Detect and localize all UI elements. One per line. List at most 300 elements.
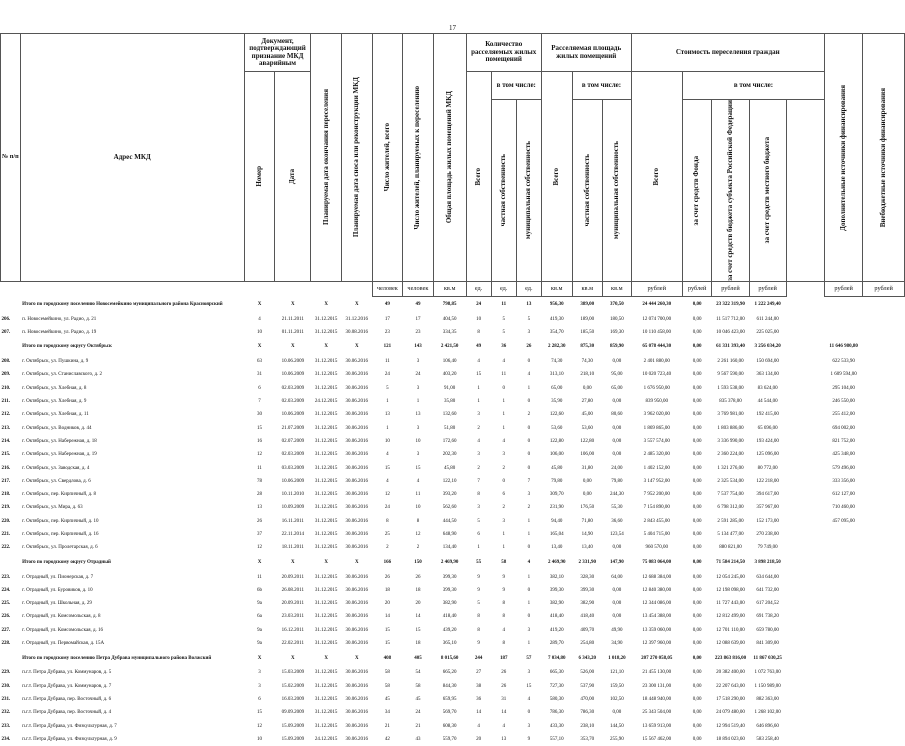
- row-cell-17: 44 544,00: [757, 399, 778, 405]
- row-cell-12: 6 343,20: [578, 655, 597, 661]
- row-number: 213.: [1, 425, 11, 431]
- row-cell-16: 223 863 816,00: [714, 655, 747, 661]
- row-cell-19: [825, 541, 863, 554]
- row-address: г. Октябрьск, ул. Водников, д. 44: [22, 425, 92, 431]
- row-cell-3: 24.12.2015: [314, 736, 338, 742]
- row-cell-11: 65,00: [551, 385, 563, 391]
- row-cell-19: [825, 693, 863, 706]
- row-cell-11: 79,80: [551, 478, 563, 484]
- row-cell-13: 0,00: [612, 359, 622, 365]
- row-cell-13: 0,00: [612, 601, 622, 607]
- row-cell-7: 393,20: [442, 492, 457, 498]
- row-cell-11: 35,90: [551, 399, 563, 405]
- row-address: г. Октябрьск, ул. Набережная, д. 19: [22, 452, 97, 458]
- row-cell-19: [825, 554, 863, 570]
- row-cell-5: 17: [384, 316, 390, 322]
- row-cell-13: 80,60: [611, 412, 623, 418]
- row-cell-2: 01.11.2011: [281, 329, 304, 335]
- row-cell-1: 12: [257, 452, 263, 458]
- row-cell-16: 3 769 981,00: [717, 412, 744, 418]
- row-cell-2: 20.09.2011: [281, 574, 304, 580]
- subtotal-row: [1, 339, 905, 355]
- row-cell-17: 79 749,00: [757, 545, 778, 551]
- row-cell-1: 30: [257, 412, 263, 418]
- row-cell-15: 0,00: [692, 601, 702, 607]
- table-row: [1, 584, 905, 597]
- row-cell-5: 58: [384, 683, 390, 689]
- header-planned-demolition-date: Планируемая дата сноса или реконструкции МКД: [352, 77, 361, 238]
- unit-extrabudget: рублей: [863, 281, 905, 296]
- row-cell-3: 31.12.2015: [314, 614, 338, 620]
- row-cell-15: 0,00: [692, 683, 702, 689]
- row-cell-2: 15.09.2009: [281, 723, 305, 729]
- row-cell-10: 3: [527, 329, 531, 335]
- row-cell-18: [786, 528, 824, 541]
- row-cell-10: 2: [527, 505, 531, 511]
- row-cell-17: 659 780,00: [756, 627, 779, 633]
- row-cell-16: 12 994 519,40: [716, 723, 745, 729]
- header-doc-number: Номер: [254, 166, 263, 187]
- row-cell-14: 2 401 880,00: [643, 359, 670, 365]
- row-cell-15: 0,00: [692, 492, 702, 498]
- row-cell-19: 821 752,00: [832, 438, 855, 444]
- row-cell-13: 65,00: [611, 385, 623, 391]
- row-cell-3: 31.12.2015: [314, 412, 338, 418]
- row-cell-1: 63: [257, 359, 263, 365]
- row-cell-8: 5: [477, 518, 480, 524]
- unit-cost-regional: рублей: [712, 281, 749, 296]
- row-number: 218.: [1, 492, 11, 498]
- row-cell-3: 31.12.2015: [314, 425, 338, 431]
- row-cell-10: 13: [526, 302, 532, 308]
- row-cell-15: 0,00: [692, 736, 702, 742]
- row-cell-1: X: [257, 559, 262, 565]
- row-cell-18: [786, 435, 824, 448]
- row-cell-15: 0,00: [692, 587, 702, 593]
- row-cell-14: 12 074 700,00: [642, 316, 672, 322]
- row-cell-18: [786, 488, 824, 501]
- row-cell-13: 144,50: [609, 723, 624, 729]
- table-row: [1, 475, 905, 488]
- row-cell-14: 1 402 152,00: [643, 465, 670, 471]
- unit-cost-total: рублей: [631, 281, 682, 296]
- row-cell-7: 132,60: [442, 412, 457, 418]
- row-cell-19: [825, 570, 863, 583]
- table-row: [1, 719, 905, 732]
- table-row: [1, 355, 905, 368]
- row-cell-14: 10 110 458,00: [642, 329, 671, 335]
- row-cell-1: 11: [257, 574, 262, 580]
- unit-cost-local: рублей: [749, 281, 786, 296]
- row-cell-11: 231,90: [549, 505, 564, 511]
- row-cell-18: [786, 475, 824, 488]
- row-cell-14: 3 557 574,00: [643, 438, 670, 444]
- row-cell-16: 23 322 319,90: [716, 302, 745, 308]
- row-cell-8: 1: [477, 399, 480, 405]
- row-cell-2: 15.03.2009: [281, 670, 305, 676]
- row-cell-18: [786, 395, 824, 408]
- row-cell-8: 4: [477, 723, 480, 729]
- row-cell-4: 30.06.2016: [345, 492, 369, 498]
- row-cell-11: 313,10: [549, 372, 564, 378]
- row-cell-17: 125 096,00: [756, 452, 779, 458]
- row-cell-9: 26: [501, 683, 507, 689]
- header-area-private: частная собственность: [582, 154, 591, 227]
- row-cell-2: 22.02.2011: [281, 641, 304, 647]
- unit-rooms-municipal: ед.: [516, 281, 541, 296]
- row-cell-17: 646 896,60: [756, 723, 779, 729]
- row-cell-19: 710 460,00: [832, 505, 855, 511]
- row-cell-16: 71 584 214,50: [716, 559, 745, 565]
- row-number: 227.: [1, 627, 11, 633]
- row-cell-11: 354,70: [549, 329, 564, 335]
- header-resettled-area: Расселяемая площадь жилых помещений: [541, 34, 631, 72]
- row-cell-7: 399,30: [442, 587, 457, 593]
- row-cell-10: 3: [527, 492, 531, 498]
- row-cell-9: 4: [502, 627, 505, 633]
- row-cell-9: 0: [502, 385, 505, 391]
- header-planned-end-date: Планируемая дата окончания переселения: [321, 89, 330, 226]
- row-cell-19: 622 533,90: [832, 359, 855, 365]
- row-cell-4: 30.06.2016: [345, 723, 369, 729]
- row-cell-16: 20 382 400,00: [716, 670, 745, 676]
- row-cell-9: 5: [502, 329, 505, 335]
- row-cell-4: 30.06.2016: [345, 359, 369, 365]
- row-cell-6: 12: [415, 531, 421, 537]
- row-cell-6: 54: [415, 670, 421, 676]
- row-cell-9: 8: [502, 614, 505, 620]
- row-cell-9: 1: [502, 531, 505, 537]
- row-cell-17: 634 644,00: [756, 574, 779, 580]
- row-cell-1: 26: [257, 518, 263, 524]
- row-cell-4: X: [354, 655, 359, 661]
- row-cell-1: 6: [258, 385, 261, 391]
- row-cell-20: [863, 554, 905, 570]
- row-number: [1, 554, 21, 570]
- row-cell-10: 0: [527, 614, 531, 620]
- row-cell-5: 13: [384, 412, 390, 418]
- row-cell-18: [786, 610, 824, 623]
- unit-residents-planned: человек: [403, 281, 434, 296]
- row-cell-12: 238,10: [580, 723, 595, 729]
- row-cell-17: 11 867 030,25: [753, 655, 782, 661]
- row-cell-9: 4: [502, 438, 505, 444]
- row-cell-12: 470,00: [580, 696, 595, 702]
- row-cell-8: 5: [477, 601, 480, 607]
- row-cell-20: [863, 624, 905, 637]
- row-cell-2: 26.08.2011: [281, 587, 304, 593]
- row-cell-18: [786, 461, 824, 474]
- row-cell-15: 0,00: [692, 478, 702, 484]
- row-cell-6: 11: [415, 492, 421, 498]
- row-cell-17: 1 150 989,00: [754, 683, 781, 689]
- row-cell-10: 0: [527, 452, 531, 458]
- header-row-number: № п/п: [1, 34, 21, 282]
- row-cell-5: 10: [384, 438, 390, 444]
- row-address: п.г.т. Петра Дубрава, пер. Восточный, д. 4: [22, 710, 112, 716]
- row-cell-19: 579 496,00: [832, 465, 855, 471]
- row-cell-16: 2 325 534,00: [717, 478, 744, 484]
- header-additional-sources: Дополнительные источники финансирования: [838, 84, 847, 231]
- row-cell-2: 10.06.2009: [281, 412, 305, 418]
- row-cell-12: 0,00: [582, 385, 592, 391]
- row-cell-19: [825, 650, 863, 666]
- row-address: г. Отрадный, ул. Буровиков, д. 10: [22, 587, 93, 593]
- table-row: [1, 501, 905, 514]
- row-cell-19: [825, 680, 863, 693]
- row-cell-12: 418,40: [580, 614, 595, 620]
- row-cell-1: 78: [257, 478, 263, 484]
- row-address: г. Отрадный, ул. Комсомольская, д. 8: [22, 614, 101, 620]
- row-cell-20: [863, 339, 905, 355]
- row-cell-8: 38: [476, 683, 482, 689]
- row-cell-8: 36: [476, 696, 482, 702]
- subtotal-row: [1, 554, 905, 570]
- row-cell-8: 7: [477, 478, 480, 484]
- row-cell-4: 30.06.2016: [345, 696, 369, 702]
- row-cell-3: 31.12.2015: [314, 683, 338, 689]
- header-residents-total: Число жителей, всего: [382, 123, 391, 192]
- row-cell-15: 0,00: [692, 518, 702, 524]
- row-cell-18: [786, 408, 824, 421]
- row-address: г. Отрадный, ул. Комсомольская, д. 16: [22, 627, 104, 633]
- row-cell-19: [825, 719, 863, 732]
- resettlement-table: [0, 33, 905, 746]
- row-cell-8: 8: [477, 627, 480, 633]
- row-cell-2: 21.11.2011: [281, 316, 304, 322]
- row-cell-14: 75 083 064,00: [642, 559, 672, 565]
- row-cell-15: 0,00: [692, 627, 702, 633]
- row-cell-5: 49: [384, 302, 390, 308]
- row-cell-20: [863, 610, 905, 623]
- row-cell-8: 27: [476, 670, 482, 676]
- row-address: п.г.т. Петра Дубрава, ул. Физкультурная, д. 7: [22, 723, 117, 729]
- row-cell-2: 20.09.2011: [281, 601, 304, 607]
- row-cell-16: 1 593 538,00: [717, 385, 744, 391]
- row-address: г. Октябрьск, ул. Хлебная, д. 9: [22, 399, 87, 405]
- row-cell-4: 30.06.2016: [345, 372, 369, 378]
- row-number: 231.: [1, 696, 11, 702]
- row-cell-7: 134,40: [442, 545, 457, 551]
- row-cell-10: 3: [527, 670, 531, 676]
- row-cell-1: X: [257, 655, 262, 661]
- row-address: г. Октябрьск, пер. Кирпичный, д. 8: [22, 492, 97, 498]
- row-cell-14: 7 154 890,00: [643, 505, 670, 511]
- table-row: [1, 421, 905, 434]
- row-cell-16: 5 134 477,00: [717, 531, 744, 537]
- row-cell-3: 31.12.2015: [314, 492, 338, 498]
- row-cell-12: 122,80: [580, 438, 595, 444]
- row-cell-12: 74,30: [581, 359, 593, 365]
- row-cell-14: 3 147 952,00: [643, 478, 670, 484]
- row-cell-18: [786, 501, 824, 514]
- row-cell-2: 03.03.2009: [281, 465, 305, 471]
- row-address: г. Октябрьск, пер. Кирпичный, д. 10: [22, 518, 99, 524]
- row-cell-12: 218,10: [580, 372, 595, 378]
- row-cell-15: 0,00: [692, 399, 702, 405]
- row-cell-7: 172,60: [442, 438, 457, 444]
- row-cell-12: 27,80: [581, 399, 593, 405]
- row-cell-13: 159,50: [609, 683, 624, 689]
- row-cell-17: 270 238,00: [756, 531, 779, 537]
- row-cell-10: 0: [527, 399, 531, 405]
- row-number: 232.: [1, 710, 11, 716]
- row-cell-20: [863, 637, 905, 650]
- row-cell-11: 74,30: [551, 359, 563, 365]
- table-row: [1, 461, 905, 474]
- row-cell-13: 123,54: [609, 531, 624, 537]
- row-cell-2: 10.06.2009: [281, 372, 305, 378]
- row-cell-15: 0,00: [692, 641, 702, 647]
- row-cell-7: 122,10: [442, 478, 457, 484]
- row-cell-15: 0,00: [692, 574, 702, 580]
- row-cell-9: 1: [502, 412, 505, 418]
- row-cell-15: 0,00: [692, 670, 702, 676]
- row-cell-14: 12 397 960,00: [642, 641, 672, 647]
- row-cell-16: 12 812 499,00: [716, 614, 745, 620]
- row-cell-10: 4: [527, 696, 531, 702]
- row-cell-14: 1 869 865,00: [643, 425, 670, 431]
- row-number: 207.: [1, 329, 11, 335]
- row-cell-16: 2 591 285,00: [717, 518, 744, 524]
- row-cell-6: 21: [415, 723, 421, 729]
- row-cell-8: 9: [477, 641, 480, 647]
- header-doc-date: Дата: [288, 168, 297, 185]
- row-cell-8: 6: [477, 531, 480, 537]
- row-cell-4: 30.06.2016: [345, 736, 369, 742]
- row-cell-7: 648,90: [442, 531, 457, 537]
- row-cell-16: 7 537 754,00: [717, 492, 744, 498]
- row-cell-2: 16.11.2011: [281, 518, 304, 524]
- row-cell-6: 45: [415, 696, 421, 702]
- row-cell-9: 1: [502, 399, 505, 405]
- row-cell-1: 10: [257, 736, 263, 742]
- row-cell-6: 150: [414, 559, 422, 565]
- row-cell-5: 1: [386, 399, 389, 405]
- row-cell-9: 1: [502, 545, 505, 551]
- row-cell-1: 9a: [257, 601, 262, 607]
- row-cell-10: 57: [526, 655, 532, 661]
- row-cell-5: 20: [384, 601, 390, 607]
- row-cell-9: 14: [501, 710, 507, 716]
- row-cell-13: 0,00: [612, 438, 622, 444]
- row-cell-9: 9: [502, 574, 505, 580]
- table-row: [1, 541, 905, 554]
- header-area-total: Всего: [552, 167, 561, 186]
- row-address: г. Отрадный, ул. Школьная, д. 29: [22, 601, 92, 607]
- row-cell-19: [825, 312, 863, 325]
- row-cell-17: 150 694,00: [756, 359, 779, 365]
- row-cell-16: 12 088 639,00: [716, 641, 745, 647]
- row-cell-12: 189,00: [580, 316, 595, 322]
- row-cell-12: 31,80: [581, 465, 593, 471]
- row-cell-1: 16: [257, 438, 263, 444]
- row-cell-10: 2: [527, 412, 531, 418]
- unit-additional: рублей: [825, 281, 863, 296]
- row-cell-17: 83 624,00: [757, 385, 778, 391]
- row-cell-5: 121: [383, 344, 392, 350]
- row-cell-14: 1 676 950,00: [643, 385, 670, 391]
- unit-area-total: кв.м: [541, 281, 572, 296]
- row-cell-2: X: [291, 301, 295, 307]
- row-cell-19: [825, 624, 863, 637]
- row-cell-5: 4: [386, 452, 389, 458]
- row-cell-16: 12 054 245,00: [716, 574, 745, 580]
- row-cell-18: [786, 355, 824, 368]
- row-cell-4: 30.06.2016: [345, 452, 369, 458]
- row-cell-13: 147,90: [609, 559, 624, 565]
- row-cell-8: 4: [477, 438, 480, 444]
- row-cell-2: 10.06.2009: [281, 478, 305, 484]
- table-row: [1, 733, 905, 746]
- row-cell-18: [786, 554, 824, 570]
- row-cell-5: 12: [384, 492, 390, 498]
- row-cell-2: 18.11.2011: [281, 545, 304, 551]
- row-cell-10: 5: [527, 316, 531, 322]
- row-cell-12: 328,30: [580, 574, 595, 580]
- row-cell-11: 106,00: [549, 452, 564, 458]
- row-cell-18: [786, 637, 824, 650]
- row-cell-16: 12 701 110,00: [716, 627, 745, 633]
- row-cell-19: 612 127,00: [832, 492, 855, 498]
- row-cell-14: 65 078 444,30: [642, 344, 672, 350]
- row-cell-13: 859,90: [609, 344, 624, 350]
- row-cell-13: 0,00: [612, 614, 622, 620]
- row-cell-2: 16.12.2011: [281, 627, 304, 633]
- row-cell-11: 45,80: [551, 465, 563, 471]
- row-cell-18: [786, 624, 824, 637]
- row-cell-20: [863, 408, 905, 421]
- row-cell-6: 14: [415, 614, 421, 620]
- row-cell-7: 2 469,90: [440, 559, 459, 565]
- row-cell-20: [863, 421, 905, 434]
- table-row: [1, 435, 905, 448]
- row-cell-19: [825, 584, 863, 597]
- row-cell-1: 11: [257, 465, 262, 471]
- row-cell-13: 64,00: [611, 574, 623, 580]
- row-cell-3: 31.12.2015: [314, 359, 338, 365]
- row-cell-18: [786, 570, 824, 583]
- row-cell-4: 30.06.2016: [345, 641, 369, 647]
- row-cell-1: 6b: [257, 587, 263, 593]
- row-cell-6: 15: [415, 627, 421, 633]
- row-cell-18: [786, 448, 824, 461]
- row-cell-11: 956,30: [549, 302, 564, 308]
- row-cell-4: 30.06.2016: [345, 425, 369, 431]
- row-cell-3: X: [324, 559, 328, 565]
- header-cost-local: за счет средств местного бюджета: [762, 137, 771, 244]
- row-cell-6: 143: [414, 344, 422, 350]
- row-cell-20: [863, 650, 905, 666]
- row-cell-20: [863, 570, 905, 583]
- row-cell-9: 4: [502, 723, 505, 729]
- row-cell-14: 12 840 380,00: [642, 587, 672, 593]
- header-rooms-private: частная собственность: [499, 154, 508, 227]
- row-cell-18: [786, 666, 824, 679]
- row-cell-12: 254,80: [580, 641, 595, 647]
- row-cell-18: [786, 733, 824, 746]
- row-cell-8: 1: [477, 385, 480, 391]
- row-cell-14: 839 950,00: [645, 399, 668, 405]
- row-cell-2: 02.03.2009: [281, 452, 305, 458]
- row-cell-9: 2: [502, 505, 505, 511]
- row-cell-18: [786, 421, 824, 434]
- row-cell-5: 23: [384, 329, 390, 335]
- row-cell-19: [825, 296, 863, 312]
- row-cell-2: 02.03.2009: [281, 385, 305, 391]
- row-number: 209.: [1, 372, 11, 378]
- row-cell-9: 11: [501, 372, 507, 378]
